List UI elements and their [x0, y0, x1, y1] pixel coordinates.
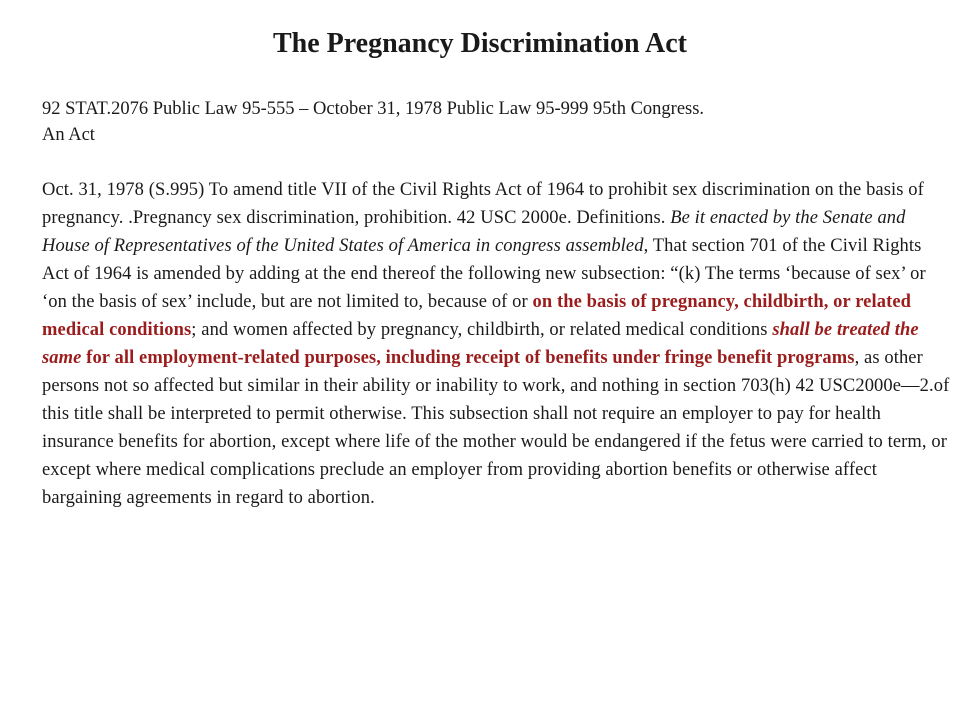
body-women-affected: ; and women affected by pregnancy, childbirth, or related medical conditions	[191, 320, 773, 340]
page-title: The Pregnancy Discrimination Act	[272, 28, 687, 59]
emphasis-employment-purposes: for all employment-related purposes, including receipt of benefits under fringe benefit programs	[81, 348, 855, 368]
law-header	[42, 96, 947, 148]
body-intro: Oct. 31, 1978 (S.995) To amend title VII of the Civil Rights Act of 1964 to prohibit sex discrimination on the basis of pregnancy. .Pregnancy sex discrimination, prohibition. 42 USC 2000e. Definitions.	[42, 180, 924, 228]
law-citation: 92 STAT.2076 Public Law 95-555 – October 31, 1978 Public Law 95-999 95th Congress.	[42, 99, 705, 119]
act-body	[42, 176, 952, 512]
body-definition: , That section 701 of the Civil Rights Act of 1964 is amended by adding at the end thereof the following new subsection: “(k) The terms ‘because of sex’ or ‘on the basis of sex’ include, but are not limited to, because of or	[42, 236, 926, 312]
emphasis-pregnancy-basis: on the basis of pregnancy, childbirth, or related medical conditions	[42, 292, 912, 340]
emphasis-treated-same: shall be treated the same	[42, 320, 919, 368]
enacting-clause: Be it enacted by the Senate and House of Representatives of the United States of America in congress assembled	[42, 208, 906, 256]
body-remainder: , as other persons not so affected but similar in their ability or inability to work, and nothing in section 703(h) 42 USC2000e—2.of this title shall be interpreted to permit otherwise. This subsection shall not require an employer to pay for health insurance benefits for abortion, except where life of the mother would be endangered if the fetus were carried to term, or except where medical complications preclude an employer from providing abortion benefits or otherwise affect bargaining agreements in regard to abortion.	[42, 348, 950, 508]
act-label: An Act	[42, 125, 95, 145]
